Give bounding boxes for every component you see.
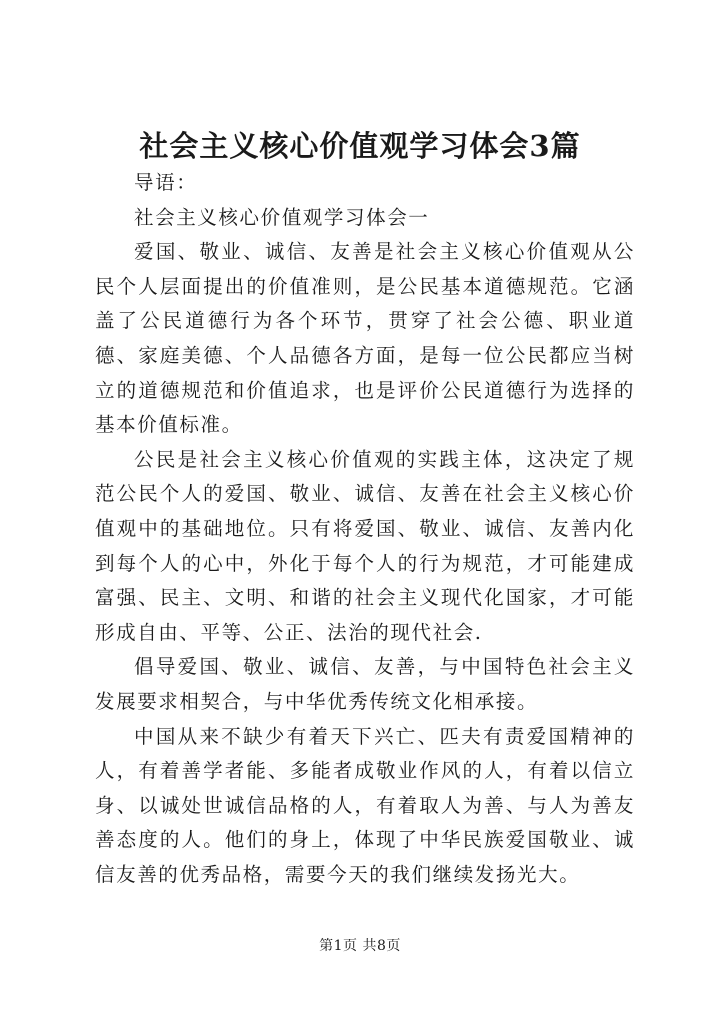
section-heading: 社会主义核心价值观学习体会一 xyxy=(134,205,430,229)
page-footer: 第1页 共8页 xyxy=(319,938,401,954)
document-body xyxy=(95,166,635,892)
paragraph: 爱国、敬业、诚信、友善是社会主义核心价值观从公民个人层面提出的价值准则，是公民基本道德规范。它涵盖了公民道德行为各个环节，贯穿了社会公德、职业道德、家庭美德、个人品德各方面，是每一位公民都应当树立的道德规范和价值追求，也是评价公民道德行为选择的基本价值标准。 xyxy=(95,240,635,437)
paragraph: 中国从来不缺少有着天下兴亡、匹夫有责爱国精神的人，有着善学者能、多能者成敬业作风的人，有着以信立身、以诚处世诚信品格的人，有着取人为善、与人为善友善态度的人。他们的身上，体现了中华民族爱国敬业、诚信友善的优秀品格，需要今天的我们继续发扬光大。 xyxy=(95,724,635,886)
paragraph: 倡导爱国、敬业、诚信、友善，与中国特色社会主义发展要求相契合，与中华优秀传统文化相承接。 xyxy=(95,655,635,713)
paragraph: 公民是社会主义核心价值观的实践主体，这决定了规范公民个人的爱国、敬业、诚信、友善在社会主义核心价值观中的基础地位。只有将爱国、敬业、诚信、友善内化到每个人的心中，外化于每个人的行为规范，才可能建成富强、民主、文明、和谐的社会主义现代化国家，才可能形成自由、平等、公正、法治的现代社会. xyxy=(95,447,635,644)
paragraph-lead: 导语： xyxy=(134,171,198,194)
document-title: 社会主义核心价值观学习体会3篇 xyxy=(139,129,581,163)
